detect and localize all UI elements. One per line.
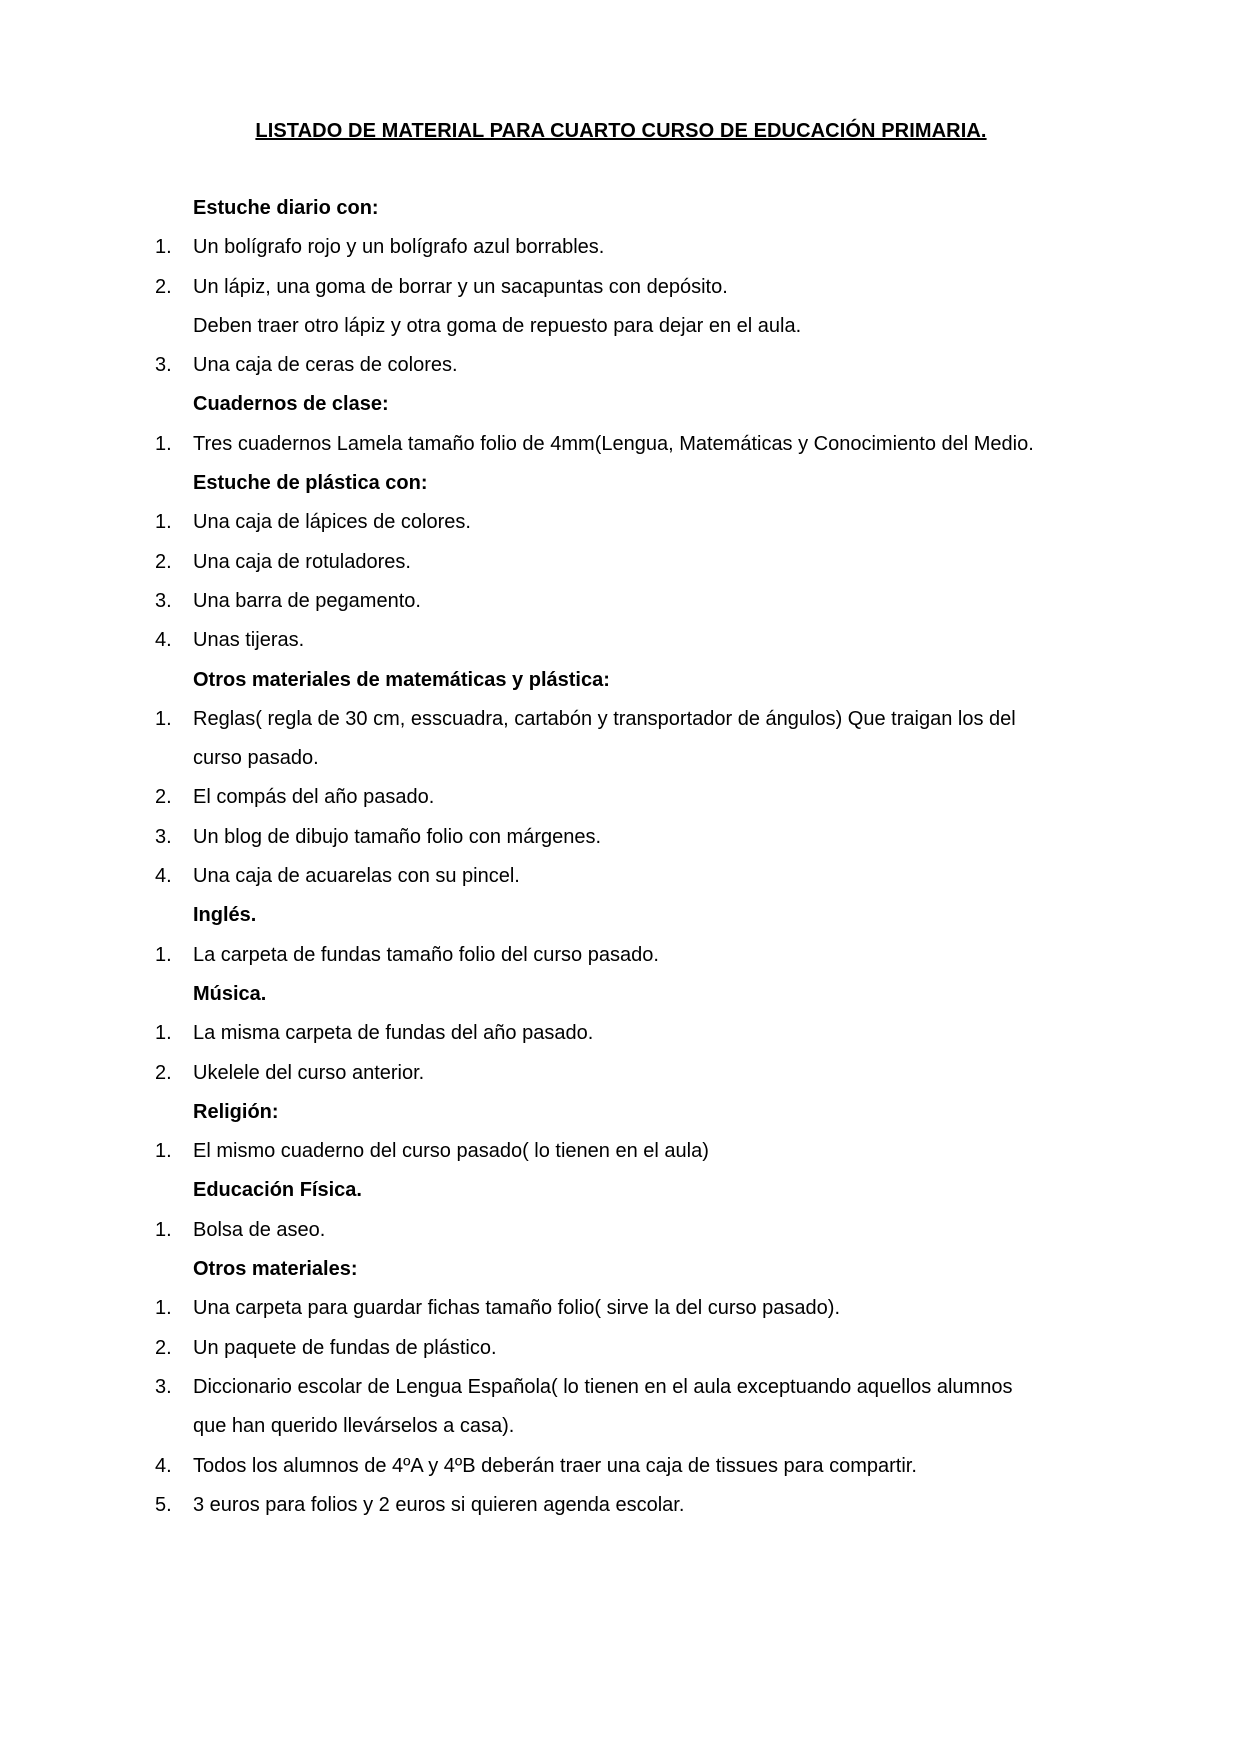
section-heading-text: Estuche diario con: [193, 197, 379, 219]
list-item [0, 1336, 1242, 1375]
list-item-number: 1. [155, 943, 172, 966]
section-heading [0, 196, 1242, 235]
list-item [0, 1454, 1242, 1493]
list-item [0, 864, 1242, 903]
list-item [0, 432, 1242, 471]
list-item-text: Un bolígrafo rojo y un bolígrafo azul borrables. [193, 236, 605, 259]
list-item [0, 1296, 1242, 1335]
list-item-number: 2. [155, 275, 172, 298]
list-item [0, 1139, 1242, 1178]
list-item-text: Un lápiz, una goma de borrar y un sacapuntas con depósito. [193, 275, 728, 298]
list-item-text: 3 euros para folios y 2 euros si quieren agenda escolar. [193, 1493, 685, 1516]
list-item [0, 589, 1242, 628]
list-item-text: que han querido llevárselos a casa). [193, 1415, 515, 1438]
list-item [0, 1021, 1242, 1060]
list-item [0, 825, 1242, 864]
list-item-number: 2. [155, 550, 172, 573]
section-heading-text: Inglés. [193, 904, 257, 927]
list-item-text: Deben traer otro lápiz y otra goma de repuesto para dejar en el aula. [193, 314, 802, 337]
list-item-text: Una caja de rotuladores. [193, 550, 411, 573]
list-item-number: 1. [155, 511, 172, 534]
list-item-number: 2. [155, 786, 172, 809]
list-item-text: curso pasado. [193, 747, 319, 770]
list-item-number: 3. [155, 1375, 172, 1398]
list-item-text: La carpeta de fundas tamaño folio del curso pasado. [193, 943, 659, 966]
list-item-number: 2. [155, 1061, 172, 1084]
list-item-number: 2. [155, 1336, 172, 1359]
list-item-number: 1. [155, 1218, 172, 1241]
list-item [0, 785, 1242, 824]
section-heading [0, 668, 1242, 707]
list-item-continuation [0, 746, 1242, 785]
list-item-text: La misma carpeta de fundas del año pasado. [193, 1022, 594, 1045]
list-item-text: Un blog de dibujo tamaño folio con márgenes. [193, 825, 602, 848]
list-item-number: 3. [155, 825, 172, 848]
list-item [0, 1493, 1242, 1532]
list-item-text: Una barra de pegamento. [193, 589, 421, 612]
list-item-number: 4. [155, 1454, 172, 1477]
list-item-continuation [0, 314, 1242, 353]
list-item-number: 1. [155, 707, 172, 730]
list-item-number: 1. [155, 1022, 172, 1045]
list-item-text: El compás del año pasado. [193, 786, 435, 809]
section-heading [0, 1100, 1242, 1139]
section-heading [0, 1178, 1242, 1217]
list-item-number: 1. [155, 236, 172, 259]
list-item [0, 550, 1242, 589]
list-item-text: Reglas( regla de 30 cm, esscuadra, cartabón y transportador de ángulos) Que traigan los del [193, 707, 1016, 730]
list-item-continuation [0, 1414, 1242, 1453]
section-heading [0, 392, 1242, 431]
list-item [0, 943, 1242, 982]
section-heading-text: Educación Física. [193, 1179, 362, 1202]
section-heading-text: Cuadernos de clase: [193, 393, 389, 416]
list-item-text: Un paquete de fundas de plástico. [193, 1336, 497, 1359]
section-heading-text: Estuche de plástica con: [193, 472, 428, 495]
list-item [0, 235, 1242, 274]
list-item-text: Una carpeta para guardar fichas tamaño folio( sirve la del curso pasado). [193, 1297, 841, 1320]
list-item-number: 1. [155, 432, 172, 455]
list-item-text: Una caja de ceras de colores. [193, 354, 458, 377]
list-item [0, 510, 1242, 549]
section-heading [0, 982, 1242, 1021]
list-item-number: 1. [155, 1297, 172, 1320]
list-item-number: 4. [155, 629, 172, 652]
list-item [0, 275, 1242, 314]
list-item [0, 1061, 1242, 1100]
list-item-text: Todos los alumnos de 4ºA y 4ºB deberán traer una caja de tissues para compartir. [193, 1454, 917, 1477]
list-item [0, 628, 1242, 667]
section-heading-text: Música. [193, 982, 267, 1005]
section-heading [0, 903, 1242, 942]
list-item-text: Una caja de lápices de colores. [193, 511, 471, 534]
list-item-number: 3. [155, 354, 172, 377]
section-heading [0, 1257, 1242, 1296]
list-item-number: 3. [155, 589, 172, 612]
list-item [0, 353, 1242, 392]
list-item [0, 707, 1242, 746]
section-heading-text: Religión: [193, 1100, 279, 1123]
list-item-number: 1. [155, 1140, 172, 1163]
list-item-number: 4. [155, 865, 172, 888]
list-item-text: Ukelele del curso anterior. [193, 1061, 425, 1084]
list-item [0, 1218, 1242, 1257]
section-heading-text: Otros materiales: [193, 1258, 358, 1281]
list-item-text: El mismo cuaderno del curso pasado( lo tienen en el aula) [193, 1140, 709, 1163]
list-item-number: 5. [155, 1493, 172, 1516]
list-item-text: Bolsa de aseo. [193, 1218, 326, 1241]
section-heading [0, 471, 1242, 510]
material-list [0, 196, 1242, 1532]
list-item-text: Diccionario escolar de Lengua Española( lo tienen en el aula exceptuando aquellos alumnos [193, 1375, 1013, 1398]
list-item-text: Tres cuadernos Lamela tamaño folio de 4mm(Lengua, Matemáticas y Conocimiento del Medio. [193, 432, 1034, 455]
list-item-text: Unas tijeras. [193, 629, 305, 652]
list-item-text: Una caja de acuarelas con su pincel. [193, 865, 520, 888]
section-heading-text: Otros materiales de matemáticas y plástica: [193, 668, 610, 691]
list-item [0, 1375, 1242, 1414]
document-title: LISTADO DE MATERIAL PARA CUARTO CURSO DE EDUCACIÓN PRIMARIA. [255, 120, 987, 142]
